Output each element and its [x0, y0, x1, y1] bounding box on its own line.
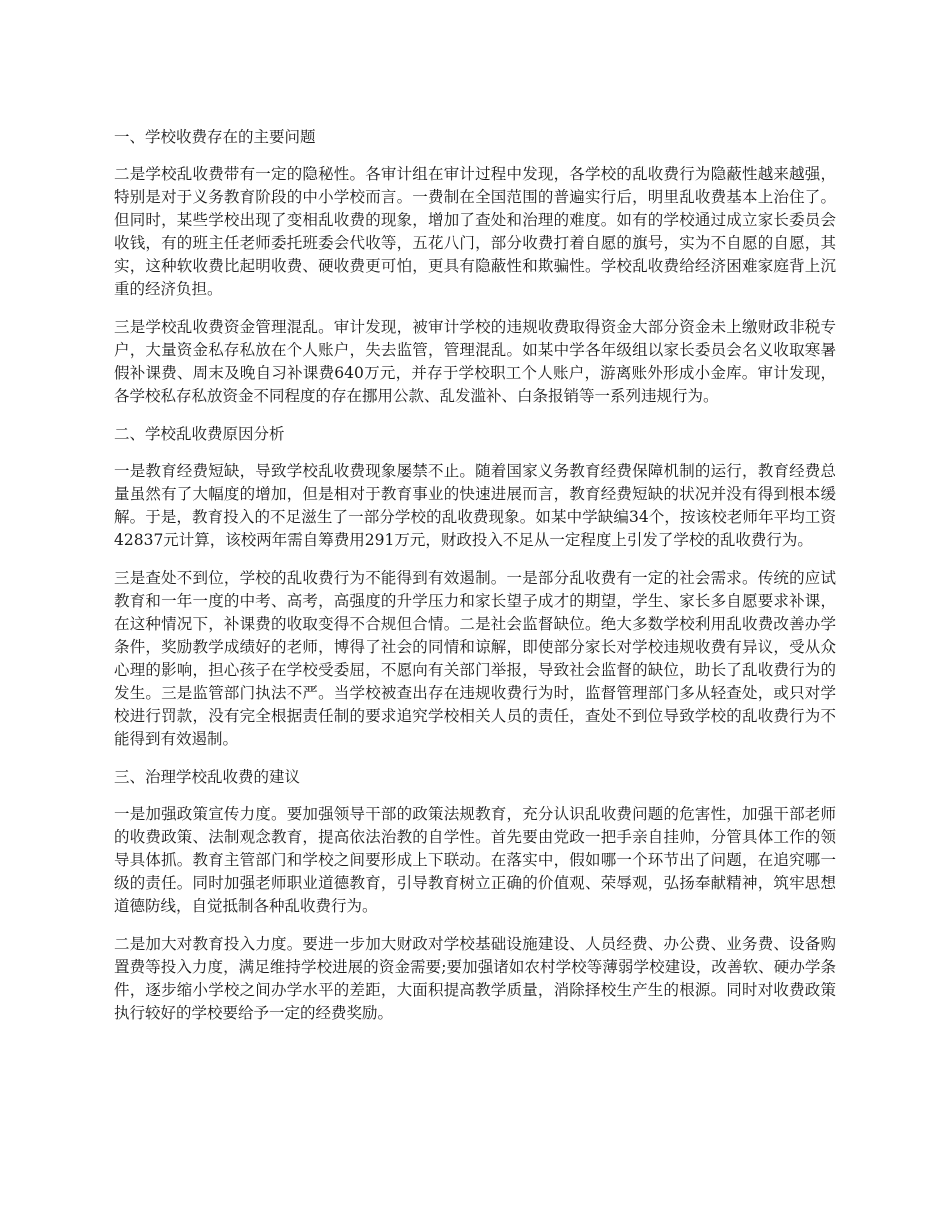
paragraph-education-investment: 二是加大对教育投入力度。要进一步加大财政对学校基础设施建设、人员经费、办公费、业务费、设备购置费等投入力度，满足维持学校进展的资金需要;要加强诸如农村学校等薄弱学校建设，改善软、硬办学条件，逐步缩小学校之间办学水平的差距，大面积提高教学质量，消除择校生产生的根源。同时对收费政策执行较好的学校要给予一定的经费奖励。 [114, 935, 836, 1022]
paragraph-funding-shortage: 一是教育经费短缺，导致学校乱收费现象屡禁不止。随着国家义务教育经费保障机制的运行，教育经费总量虽然有了大幅度的增加，但是相对于教育事业的快速进展而言，教育经费短缺的状况并没有得到根本缓解。于是，教育投入的不足滋生了一部分学校的乱收费现象。如某中学缺编34个，按该校老师年平均工资42837元计算，该校两年需自筹费用291万元，财政投入不足从一定程度上引发了学校的乱收费行为。 [114, 462, 836, 549]
paragraph-hidden-fees: 二是学校乱收费带有一定的隐秘性。各审计组在审计过程中发现，各学校的乱收费行为隐蔽性越来越强，特别是对于义务教育阶段的中小学校而言。一费制在全国范围的普遍实行后，明里乱收费基本上治住了。但同时，某些学校出现了变相乱收费的现象，增加了查处和治理的难度。如有的学校通过成立家长委员会收钱，有的班主任老师委托班委会代收等，五花八门，部分收费打着自愿的旗号，实为不自愿的自愿，其实，这种软收费比起明收费、硬收费更可怕，更具有隐蔽性和欺骗性。学校乱收费给经济困难家庭背上沉重的经济负担。 [114, 165, 836, 298]
paragraph-enforcement: 三是查处不到位，学校的乱收费行为不能得到有效遏制。一是部分乱收费有一定的社会需求。传统的应试教育和一年一度的中考、高考，高强度的升学压力和家长望子成才的期望，学生、家长多自愿要求补课，在这种情况下，补课费的收取变得不合规但合情。二是社会监督缺位。绝大多数学校利用乱收费改善办学条件，奖励教学成绩好的老师，博得了社会的同情和谅解，即使部分家长对学校违规收费有异议，受从众心理的影响，担心孩子在学校受委屈，不愿向有关部门举报，导致社会监督的缺位，助长了乱收费行为的发生。三是监管部门执法不严。当学校被查出存在违规收费行为时，监督管理部门多从轻查处，或只对学校进行罚款，没有完全根据责任制的要求追究学校相关人员的责任，查处不到位导致学校的乱收费行为不能得到有效遏制。 [114, 569, 836, 748]
section-heading-suggestions: 三、治理学校乱收费的建议 [114, 768, 301, 786]
section-heading-causes: 二、学校乱收费原因分析 [114, 425, 285, 443]
section-heading-problems: 一、学校收费存在的主要问题 [114, 128, 316, 146]
paragraph-policy-publicity: 一是加强政策宣传力度。要加强领导干部的政策法规教育，充分认识乱收费问题的危害性，加强干部老师的收费政策、法制观念教育，提高依法治教的自学性。首先要由党政一把手亲自挂帅，分管具体工作的领导具体抓。教育主管部门和学校之间要形成上下联动。在落实中，假如哪一个环节出了问题，在追究哪一级的责任。同时加强老师职业道德教育，引导教育树立正确的价值观、荣辱观，弘扬奉献精神，筑牢思想道德防线，自觉抵制各种乱收费行为。 [114, 805, 836, 915]
paragraph-fund-management: 三是学校乱收费资金管理混乱。审计发现，被审计学校的违规收费取得资金大部分资金未上缴财政非税专户，大量资金私存私放在个人账户，失去监管，管理混乱。如某中学各年级组以家长委员会名义收取寒暑假补课费、周末及晚自习补课费640万元，并存于学校职工个人账户，游离账外形成小金库。审计发现，各学校私存私放资金不同程度的存在挪用公款、乱发滥补、白条报销等一系列违规行为。 [114, 318, 836, 405]
